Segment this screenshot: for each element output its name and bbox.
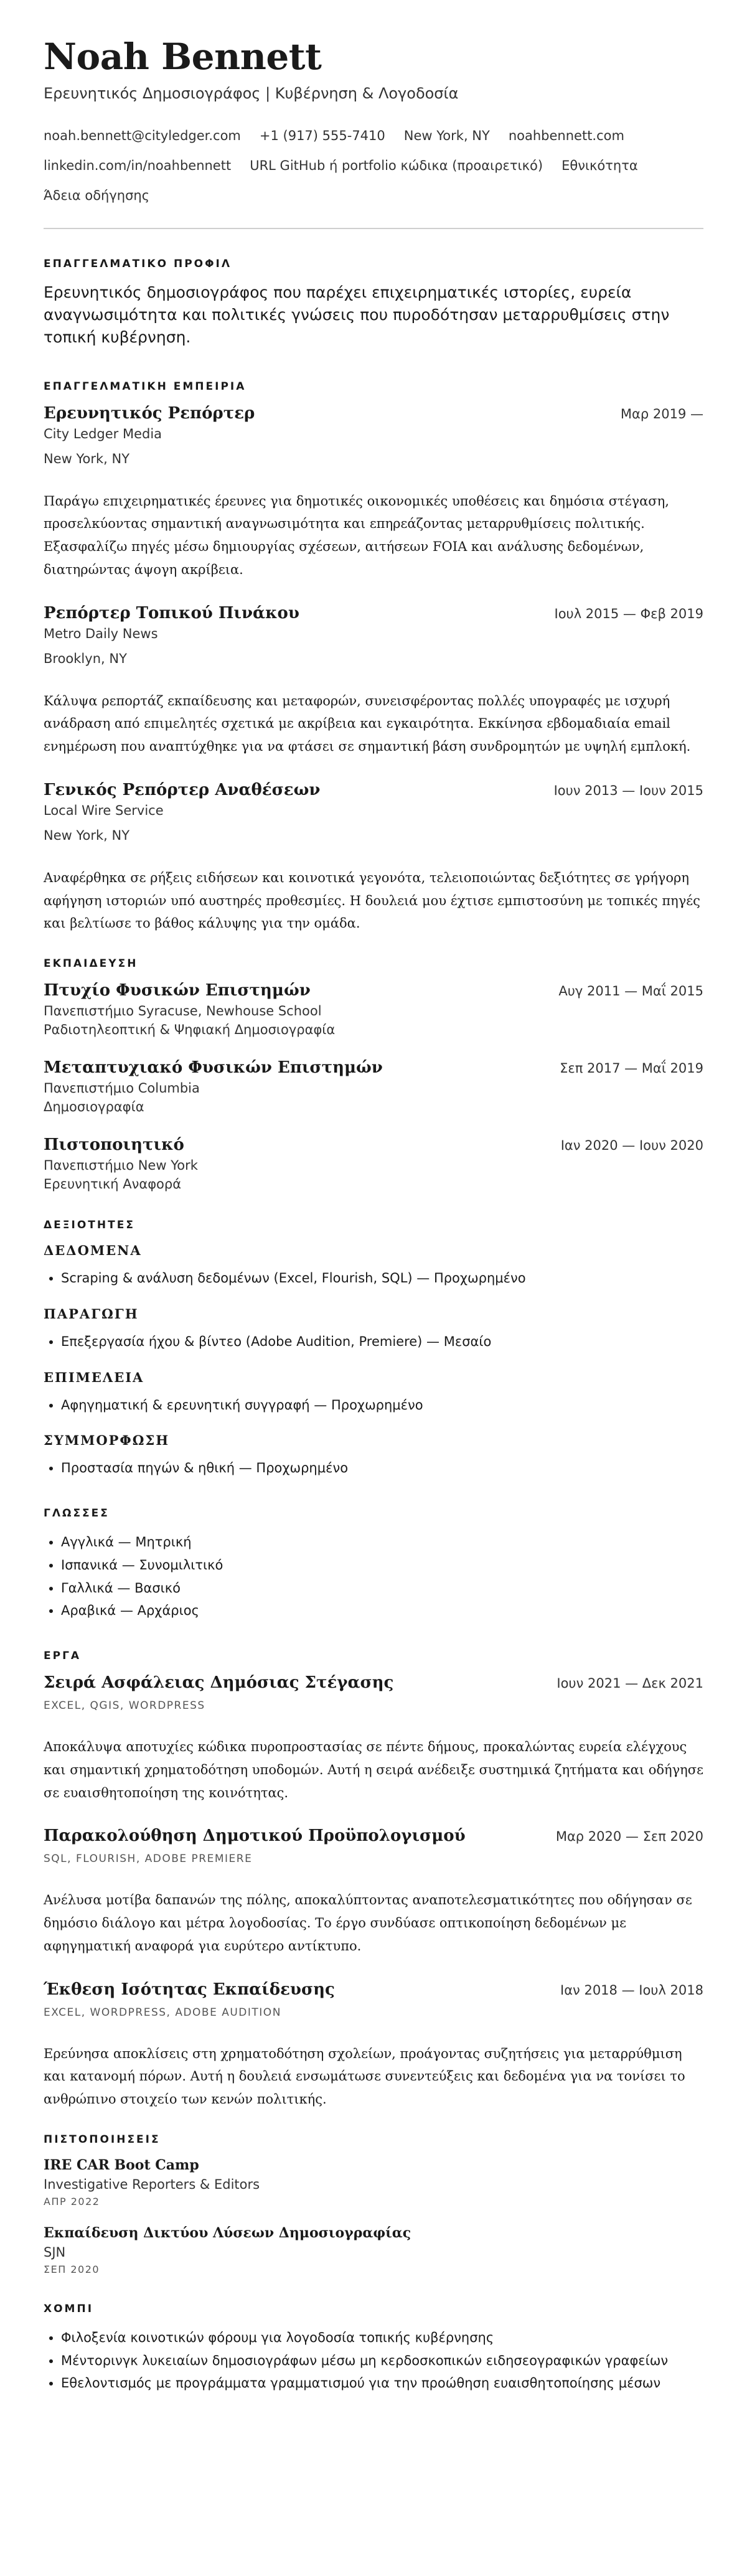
skill-item: • Αφηγηματική & ερευνητική συγγραφή — Προχωρημένο	[61, 1394, 703, 1417]
project-tech: EXCEL, WORDPRESS, ADOBE AUDITION	[44, 2006, 281, 2019]
job-employer: Local Wire Service	[44, 802, 164, 818]
education-entry	[44, 1135, 703, 1192]
section-title-certifications: ΠΙΣΤΟΠΟΙΗΣΕΙΣ	[44, 2133, 161, 2146]
school-name: Πανεπιστήμιο Syracuse, Newhouse School	[44, 1004, 322, 1019]
skill-category: ΕΠΙΜΕΛΕΙΑ	[44, 1369, 144, 1385]
project-name: Παρακολούθηση Δημοτικού Προϋπολογισμού	[44, 1826, 466, 1846]
project-dates: Μαρ 2020 — Σεπ 2020	[555, 1829, 703, 1845]
certification-name: Εκπαίδευση Δικτύου Λύσεων Δημοσιογραφίας	[44, 2224, 411, 2241]
study-field: Ραδιοτηλεοπτική & Ψηφιακή Δημοσιογραφία	[44, 1022, 336, 1038]
contact-license: Άδεια οδήγησης	[44, 187, 150, 203]
project-entry	[44, 1826, 703, 1957]
job-title: Ρεπόρτερ Τοπικού Πινάκου	[44, 603, 299, 623]
job-location: New York, NY	[44, 827, 130, 843]
certification-issuer: Investigative Reporters & Editors	[44, 2176, 260, 2192]
language-item: • Αγγλικά — Μητρική	[61, 1531, 703, 1554]
skill-item: • Προστασία πηγών & ηθική — Προχωρημένο	[61, 1457, 703, 1480]
certification-name: IRE CAR Boot Camp	[44, 2156, 199, 2173]
contact-location: New York, NY	[403, 128, 490, 143]
section-title-projects: ΕΡΓΑ	[44, 1650, 82, 1663]
skills-section	[44, 1219, 703, 1480]
candidate-name: Noah Bennett	[44, 35, 322, 78]
job-description: Αναφέρθηκα σε ρήξεις ειδήσεων και κοινοτικά γεγονότα, τελειοποιώντας δεξιότητες σε γρήγορη αφήγηση ιστοριών υπό αυστηρές προθεσμίες. Η δουλειά μου έχτισε εμπιστοσύνη με τοπικές πηγές και βελτίωσε το βάθος κάλυψης για την ομάδα.	[44, 870, 700, 931]
education-entry	[44, 981, 703, 1037]
project-name: Σειρά Ασφάλειας Δημόσιας Στέγασης	[44, 1673, 394, 1693]
profile-summary: Ερευνητικός δημοσιογράφος που παρέχει επιχειρηματικές ιστορίες, ευρεία αναγνωσιμότητα και πολιτικές γνώσεις που πυροδότησαν μεταρρυθμίσεις στην τοπική κυβέρνηση.	[44, 283, 670, 347]
project-tech: EXCEL, QGIS, WORDPRESS	[44, 1699, 205, 1713]
section-title-education: ΕΚΠΑΙΔΕΥΣΗ	[44, 957, 138, 971]
section-title-skills: ΔΕΞΙΟΤΗΤΕΣ	[44, 1219, 135, 1232]
certification-entry	[44, 2225, 703, 2275]
job-location: Brooklyn, NY	[44, 651, 127, 666]
skill-item: • Scraping & ανάλυση δεδομένων (Excel, Flourish, SQL) — Προχωρημένο	[61, 1267, 703, 1290]
degree-dates: Ιαν 2020 — Ιουν 2020	[560, 1138, 703, 1154]
job-location: New York, NY	[44, 451, 130, 466]
project-entry	[44, 1980, 703, 2111]
study-field: Δημοσιογραφία	[44, 1099, 144, 1115]
experience-entry	[44, 404, 703, 581]
header-divider	[44, 228, 703, 229]
contact-nationality: Εθνικότητα	[561, 157, 638, 173]
skill-group	[44, 1306, 703, 1353]
job-description: Κάλυψα ρεπορτάζ εκπαίδευσης και μεταφορών, συνεισφέροντας πολλές υπογραφές με ισχυρή ανάδραση από επιμελητές σχετικά με ακρίβεια και εγκαιρότητα. Εκκίνησα εβδομαδιαία email ενημέρωση που αναπτύχθηκε για να φτάσει σε σημαντική βάση συνδρομητών με υψηλή εμπλοκή.	[44, 693, 691, 754]
headline: Ερευνητικός Δημοσιογράφος | Κυβέρνηση & Λογοδοσία	[44, 84, 459, 102]
contact-email[interactable]: noah.bennett@cityledger.com	[44, 128, 241, 143]
project-description: Ανέλυσα μοτίβα δαπανών της πόλης, αποκαλύπτοντας αναποτελεσματικότητες που οδήγησαν σε δημόσιο διάλογο και μέτρα λογοδοσίας. Το έργο συνδύασε οπτικοποίηση δεδομένων με αφηγηματική αναφορά για ευρύτερο αντίκτυπο.	[44, 1892, 692, 1953]
job-title: Γενικός Ρεπόρτερ Αναθέσεων	[44, 780, 321, 799]
contact-list	[44, 121, 703, 210]
certification-date: ΑΠΡ 2022	[44, 2195, 100, 2207]
certification-issuer: SJN	[44, 2244, 66, 2260]
job-dates: Ιουν 2013 — Ιουν 2015	[553, 783, 703, 798]
experience-entry	[44, 604, 703, 758]
degree-title: Μεταπτυχιακό Φυσικών Επιστημών	[44, 1058, 383, 1078]
certifications-section	[44, 2133, 703, 2275]
job-description: Παράγω επιχειρηματικές έρευνες για δημοτικές οικονομικές υποθέσεις και δημόσια στέγαση, προσελκύοντας σημαντική αναγνωσιμότητα και επηρεάζοντας μεταρρυθμίσεις πολιτικής. Εξασφαλίζω πηγές μέσω δημιουργίας σχέσεων, αιτήσεων FOIA και ανάλυσης δεδομένων, διατηρώντας άψογη ακρίβεια.	[44, 493, 669, 577]
study-field: Ερευνητική Αναφορά	[44, 1177, 182, 1192]
contact-phone[interactable]: +1 (917) 555-7410	[259, 128, 385, 143]
certification-date: ΣΕΠ 2020	[44, 2263, 100, 2275]
project-name: Έκθεση Ισότητας Εκπαίδευσης	[44, 1980, 335, 1999]
education-section	[44, 957, 703, 1192]
school-name: Πανεπιστήμιο New York	[44, 1158, 198, 1173]
section-title-languages: ΓΛΩΣΣΕΣ	[44, 1507, 110, 1520]
project-entry	[44, 1673, 703, 1804]
experience-entry	[44, 781, 703, 935]
project-description: Αποκάλυψα αποτυχίες κώδικα πυροπροστασίας σε πέντε δήμους, προκαλώντας ευρεία ελέγχους και σημαντική χρηματοδότηση υποδομών. Αυτή η σειρά ανέδειξε συστημικά ζητήματα και οδήγησε σε ευαισθητοποίηση της κοινότητας.	[44, 1739, 703, 1800]
degree-dates: Αυγ 2011 — Μαΐ 2015	[558, 984, 703, 999]
job-dates: Μαρ 2019 —	[620, 406, 703, 421]
contact-linkedin[interactable]: linkedin.com/in/noahbennett	[44, 157, 232, 173]
project-dates: Ιαν 2018 — Ιουλ 2018	[560, 1982, 703, 1998]
language-item: • Ισπανικά — Συνομιλιτικό	[61, 1554, 703, 1577]
job-title: Ερευνητικός Ρεπόρτερ	[44, 403, 255, 423]
contact-github[interactable]: URL GitHub ή portfolio κώδικα (προαιρετικό)	[250, 157, 543, 173]
profile-section	[44, 258, 703, 349]
degree-title: Πτυχίο Φυσικών Επιστημών	[44, 981, 311, 1000]
skill-group	[44, 1243, 703, 1290]
education-entry	[44, 1058, 703, 1114]
project-dates: Ιουν 2021 — Δεκ 2021	[557, 1676, 703, 1691]
hobbies-section	[44, 2303, 703, 2395]
degree-title: Πιστοποιητικό	[44, 1135, 184, 1155]
skill-category: ΔΕΔΟΜΕΝΑ	[44, 1243, 142, 1259]
job-employer: City Ledger Media	[44, 426, 162, 441]
project-description: Ερεύνησα αποκλίσεις στη χρηματοδότηση σχολείων, προάγοντας συζητήσεις για μεταρρύθμιση και κατανομή πόρων. Αυτή η δουλειά ενσωμάτωσε συνεντεύξεις και δεδομένα για να τονίσει το ανθρώπινο στοιχείο των κενών πολιτικής.	[44, 2046, 685, 2107]
skill-category: ΣΥΜΜΟΡΦΩΣΗ	[44, 1432, 170, 1449]
contact-website[interactable]: noahbennett.com	[508, 128, 624, 143]
skill-group	[44, 1432, 703, 1480]
language-item: • Αραβικά — Αρχάριος	[61, 1599, 703, 1622]
certification-entry	[44, 2157, 703, 2207]
section-title-profile: ΕΠΑΓΓΕΛΜΑΤΙΚΟ ΠΡΟΦΙΛ	[44, 257, 232, 270]
skill-group	[44, 1370, 703, 1417]
hobby-item: • Μέντορινγκ λυκειαίων δημοσιογράφων μέσω μη κερδοσκοπικών ειδησεογραφικών γραφείων	[61, 2349, 703, 2372]
job-employer: Metro Daily News	[44, 626, 158, 641]
skill-item: • Επεξεργασία ήχου & βίντεο (Adobe Audition, Premiere) — Μεσαίο	[61, 1330, 703, 1353]
section-title-hobbies: ΧΟΜΠΙ	[44, 2302, 94, 2315]
project-tech: SQL, FLOURISH, ADOBE PREMIERE	[44, 1853, 253, 1866]
degree-dates: Σεπ 2017 — Μαΐ 2019	[560, 1061, 703, 1076]
language-item: • Γαλλικά — Βασικό	[61, 1577, 703, 1600]
hobby-item: • Εθελοντισμός με προγράμματα γραμματισμού για την προώθηση ευαισθητοποίησης μέσων	[61, 2372, 703, 2395]
hobby-item: • Φιλοξενία κοινοτικών φόρουμ για λογοδοσία τοπικής κυβέρνησης	[61, 2326, 703, 2349]
school-name: Πανεπιστήμιο Columbia	[44, 1081, 200, 1096]
section-title-experience: ΕΠΑΓΓΕΛΜΑΤΙΚΗ ΕΜΠΕΙΡΙΑ	[44, 380, 247, 393]
experience-section	[44, 380, 703, 936]
projects-section	[44, 1650, 703, 2111]
languages-section	[44, 1507, 703, 1622]
job-dates: Ιουλ 2015 — Φεβ 2019	[554, 606, 703, 621]
skill-category: ΠΑΡΑΓΩΓΗ	[44, 1305, 139, 1322]
